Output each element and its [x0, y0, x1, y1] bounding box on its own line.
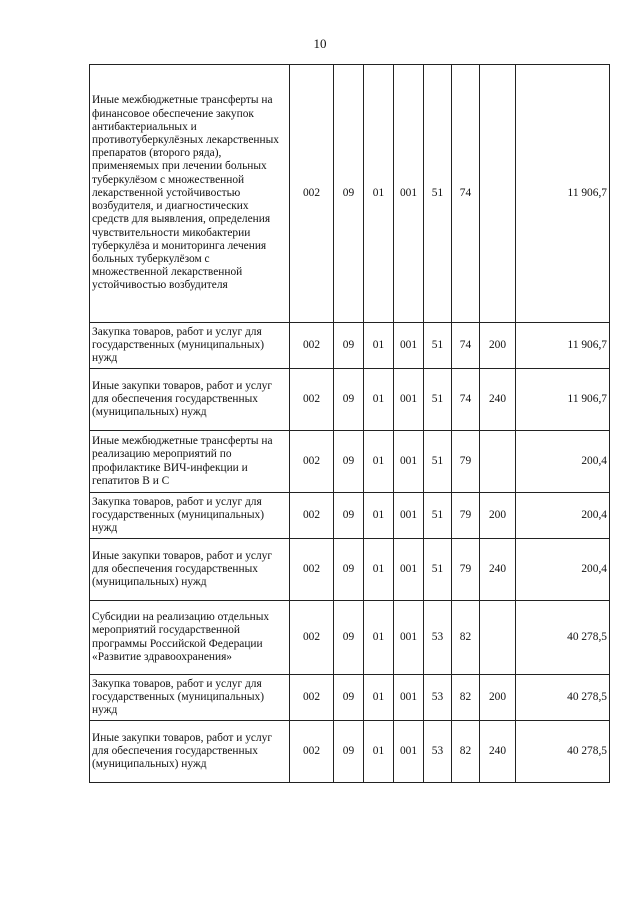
- row-target-code-3: 74: [452, 323, 480, 369]
- row-grbs-code: 002: [290, 65, 334, 323]
- row-subsection-code: 01: [364, 431, 394, 493]
- row-target-code-2: 53: [424, 721, 452, 783]
- row-amount: 11 906,7: [516, 369, 610, 431]
- row-subsection-code: 01: [364, 539, 394, 601]
- table-row: [90, 65, 610, 323]
- row-description: Иные закупки товаров, работ и услуг для обеспечения государственных (муниципальных) нужд: [90, 369, 290, 431]
- row-target-code-1: 001: [394, 65, 424, 323]
- row-target-code-2: 51: [424, 539, 452, 601]
- row-target-code-3: 79: [452, 539, 480, 601]
- row-amount: 11 906,7: [516, 323, 610, 369]
- row-target-code-2: 51: [424, 431, 452, 493]
- row-amount: 200,4: [516, 493, 610, 539]
- row-target-code-2: 51: [424, 369, 452, 431]
- row-grbs-code: 002: [290, 539, 334, 601]
- row-description: Иные межбюджетные трансферты на финансовое обеспечение закупок антибактериальных и противотуберкулёзных лекарственных препаратов (второго ряда), применяемых при лечении больных туберкулёзом с множественной лекарственной устойчивостью возбудителя, и диагностических средств для выявления, определения чувствительности микобактерии туберкулёза и мониторинга лечения больных туберкулёзом с множественной лекарственной устойчивостью возбудителя: [90, 65, 290, 323]
- row-expense-type: 200: [480, 493, 516, 539]
- row-target-code-1: 001: [394, 323, 424, 369]
- row-target-code-3: 82: [452, 675, 480, 721]
- row-target-code-2: 53: [424, 675, 452, 721]
- row-target-code-3: 74: [452, 65, 480, 323]
- row-expense-type: 240: [480, 539, 516, 601]
- row-description: Иные закупки товаров, работ и услуг для обеспечения государственных (муниципальных) нужд: [90, 721, 290, 783]
- row-expense-type: 200: [480, 323, 516, 369]
- row-grbs-code: 002: [290, 323, 334, 369]
- row-grbs-code: 002: [290, 369, 334, 431]
- budget-table: [89, 64, 610, 783]
- table-row: [90, 493, 610, 539]
- row-amount: 11 906,7: [516, 65, 610, 323]
- row-target-code-1: 001: [394, 539, 424, 601]
- row-grbs-code: 002: [290, 675, 334, 721]
- row-target-code-2: 51: [424, 65, 452, 323]
- row-section-code: 09: [334, 493, 364, 539]
- table-row: [90, 369, 610, 431]
- row-section-code: 09: [334, 539, 364, 601]
- row-subsection-code: 01: [364, 493, 394, 539]
- table-row: [90, 431, 610, 493]
- row-amount: 200,4: [516, 539, 610, 601]
- row-section-code: 09: [334, 369, 364, 431]
- row-amount: 40 278,5: [516, 675, 610, 721]
- row-target-code-1: 001: [394, 369, 424, 431]
- row-expense-type: [480, 65, 516, 323]
- row-subsection-code: 01: [364, 65, 394, 323]
- table-row: [90, 323, 610, 369]
- row-amount: 200,4: [516, 431, 610, 493]
- row-description: Иные межбюджетные трансферты на реализацию мероприятий по профилактике ВИЧ-инфекции и гепатитов B и C: [90, 431, 290, 493]
- row-section-code: 09: [334, 65, 364, 323]
- row-target-code-3: 74: [452, 369, 480, 431]
- row-target-code-3: 79: [452, 493, 480, 539]
- row-description: Закупка товаров, работ и услуг для государственных (муниципальных) нужд: [90, 493, 290, 539]
- row-grbs-code: 002: [290, 721, 334, 783]
- row-description: Иные закупки товаров, работ и услуг для обеспечения государственных (муниципальных) нужд: [90, 539, 290, 601]
- row-target-code-1: 001: [394, 431, 424, 493]
- row-subsection-code: 01: [364, 323, 394, 369]
- row-description: Закупка товаров, работ и услуг для государственных (муниципальных) нужд: [90, 675, 290, 721]
- row-grbs-code: 002: [290, 493, 334, 539]
- row-amount: 40 278,5: [516, 601, 610, 675]
- row-grbs-code: 002: [290, 601, 334, 675]
- row-target-code-2: 51: [424, 493, 452, 539]
- row-expense-type: 200: [480, 675, 516, 721]
- row-target-code-3: 82: [452, 601, 480, 675]
- row-target-code-1: 001: [394, 601, 424, 675]
- table-row: [90, 675, 610, 721]
- row-subsection-code: 01: [364, 675, 394, 721]
- row-target-code-1: 001: [394, 675, 424, 721]
- row-subsection-code: 01: [364, 721, 394, 783]
- row-target-code-3: 82: [452, 721, 480, 783]
- row-target-code-3: 79: [452, 431, 480, 493]
- row-section-code: 09: [334, 601, 364, 675]
- table-row: [90, 721, 610, 783]
- row-expense-type: [480, 601, 516, 675]
- row-target-code-2: 53: [424, 601, 452, 675]
- row-description: Закупка товаров, работ и услуг для государственных (муниципальных) нужд: [90, 323, 290, 369]
- row-amount: 40 278,5: [516, 721, 610, 783]
- table-row: [90, 601, 610, 675]
- row-expense-type: [480, 431, 516, 493]
- row-description: Субсидии на реализацию отдельных мероприятий государственной программы Российской Федерации «Развитие здравоохранения»: [90, 601, 290, 675]
- row-subsection-code: 01: [364, 369, 394, 431]
- row-grbs-code: 002: [290, 431, 334, 493]
- row-section-code: 09: [334, 675, 364, 721]
- row-target-code-1: 001: [394, 721, 424, 783]
- row-subsection-code: 01: [364, 601, 394, 675]
- page-number: 10: [313, 36, 327, 51]
- row-expense-type: 240: [480, 369, 516, 431]
- row-section-code: 09: [334, 323, 364, 369]
- table-row: [90, 539, 610, 601]
- row-target-code-2: 51: [424, 323, 452, 369]
- row-section-code: 09: [334, 431, 364, 493]
- row-expense-type: 240: [480, 721, 516, 783]
- row-section-code: 09: [334, 721, 364, 783]
- row-target-code-1: 001: [394, 493, 424, 539]
